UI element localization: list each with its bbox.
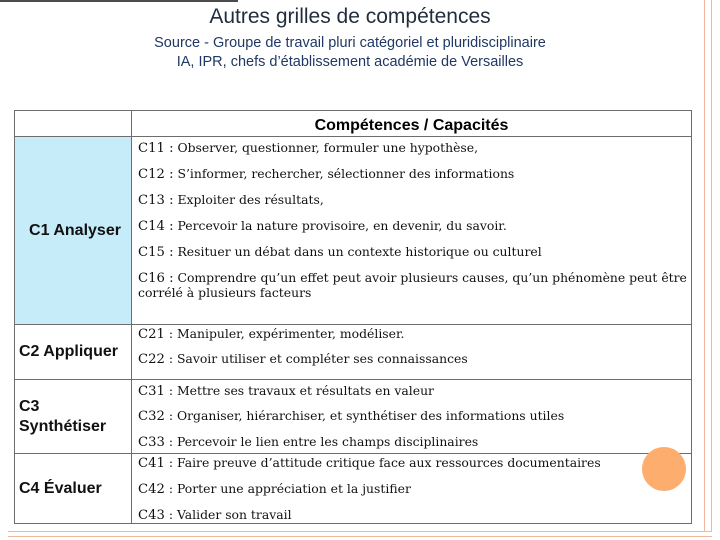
- source-note: [0, 34, 700, 72]
- item-text: : Manipuler, expérimenter, modéliser.: [168, 326, 405, 341]
- item-text: Resituer un débat dans un contexte historique ou culturel: [177, 244, 542, 259]
- item-code: C31: [138, 384, 165, 399]
- slide-frame-right: [704, 0, 712, 532]
- list-item: [132, 456, 691, 471]
- group-row-c4: [15, 454, 692, 524]
- item-code: C22: [138, 352, 165, 367]
- list-item: [132, 245, 691, 260]
- group-label-c4: C4 Évaluer: [15, 454, 132, 524]
- item-text: : Faire preuve d’attitude critique face aux ressources documentaires: [168, 455, 601, 470]
- list-item: [132, 435, 691, 450]
- item-text: Exploiter des résultats,: [177, 192, 324, 207]
- source-line-1: Source - Groupe de travail pluri catégoriel et pluridisciplinaire: [154, 35, 546, 51]
- item-text: : Organiser, hiérarchiser, et synthétiser des informations utiles: [168, 408, 565, 423]
- page-title: Autres grilles de compétences: [209, 5, 491, 28]
- list-item: [132, 219, 691, 234]
- group-label-c2: C2 Appliquer: [15, 325, 132, 380]
- item-text: : Mettre ses travaux et résultats en valeur: [168, 383, 434, 398]
- source-line-2: IA, IPR, chefs d’établissement académie de Versailles: [176, 54, 524, 70]
- item-code: C16 :: [138, 271, 174, 286]
- group-row-c1: [15, 137, 692, 325]
- item-text: S’informer, rechercher, sélectionner des informations: [177, 166, 515, 181]
- item-code: C43: [138, 508, 165, 523]
- top-rule: [0, 0, 238, 2]
- table-heading: Compétences / Capacités: [132, 111, 692, 137]
- list-item: [132, 508, 691, 523]
- item-code: C33: [138, 435, 165, 450]
- list-item: [132, 193, 691, 208]
- item-code: C41: [138, 456, 165, 471]
- group-label-c3: [15, 380, 132, 454]
- item-code: C13 :: [138, 193, 174, 208]
- item-code: C15 :: [138, 245, 174, 260]
- item-text: : Savoir utiliser et compléter ses connaissances: [168, 351, 468, 366]
- list-item: [132, 141, 691, 156]
- item-text: : Porter une appréciation et la justifier: [168, 481, 411, 496]
- competences-table: [14, 110, 692, 524]
- slide-frame-bottom-outer: [8, 536, 712, 537]
- item-text: Comprendre qu’un effet peut avoir plusieurs causes, qu’un phénomène peut être corrélé à plusieurs facteurs: [138, 270, 687, 300]
- item-code: C12 :: [138, 167, 174, 182]
- item-code: C32: [138, 409, 165, 424]
- group-items-c1: [132, 137, 692, 325]
- group-items-c4: [132, 454, 692, 524]
- item-text: Observer, questionner, formuler une hypothèse,: [177, 140, 479, 155]
- item-text: Percevoir la nature provisoire, en devenir, du savoir.: [177, 218, 507, 233]
- list-item: [132, 167, 691, 182]
- item-text: : Valider son travail: [168, 507, 292, 522]
- table-header-row: [15, 111, 692, 137]
- decorative-circle: [642, 447, 686, 491]
- group-label-c1: C1 Analyser: [15, 137, 132, 325]
- item-code: C14 :: [138, 219, 174, 234]
- header-empty-cell: [15, 111, 132, 137]
- item-code: C11 :: [138, 141, 174, 156]
- group-row-c2: [15, 325, 692, 380]
- list-item: [132, 271, 691, 300]
- list-item: [132, 384, 691, 399]
- group-items-c2: [132, 325, 692, 380]
- group-label-c3-text: C3 Synthétiser: [19, 397, 107, 435]
- list-item: [132, 482, 691, 497]
- item-code: C21: [138, 327, 165, 342]
- item-code: C42: [138, 482, 165, 497]
- item-text: : Percevoir le lien entre les champs disciplinaires: [168, 434, 479, 449]
- group-row-c3: [15, 380, 692, 454]
- list-item: [132, 352, 691, 367]
- slide-frame-bottom: [8, 531, 712, 532]
- list-item: [132, 327, 691, 342]
- group-items-c3: [132, 380, 692, 454]
- list-item: [132, 409, 691, 424]
